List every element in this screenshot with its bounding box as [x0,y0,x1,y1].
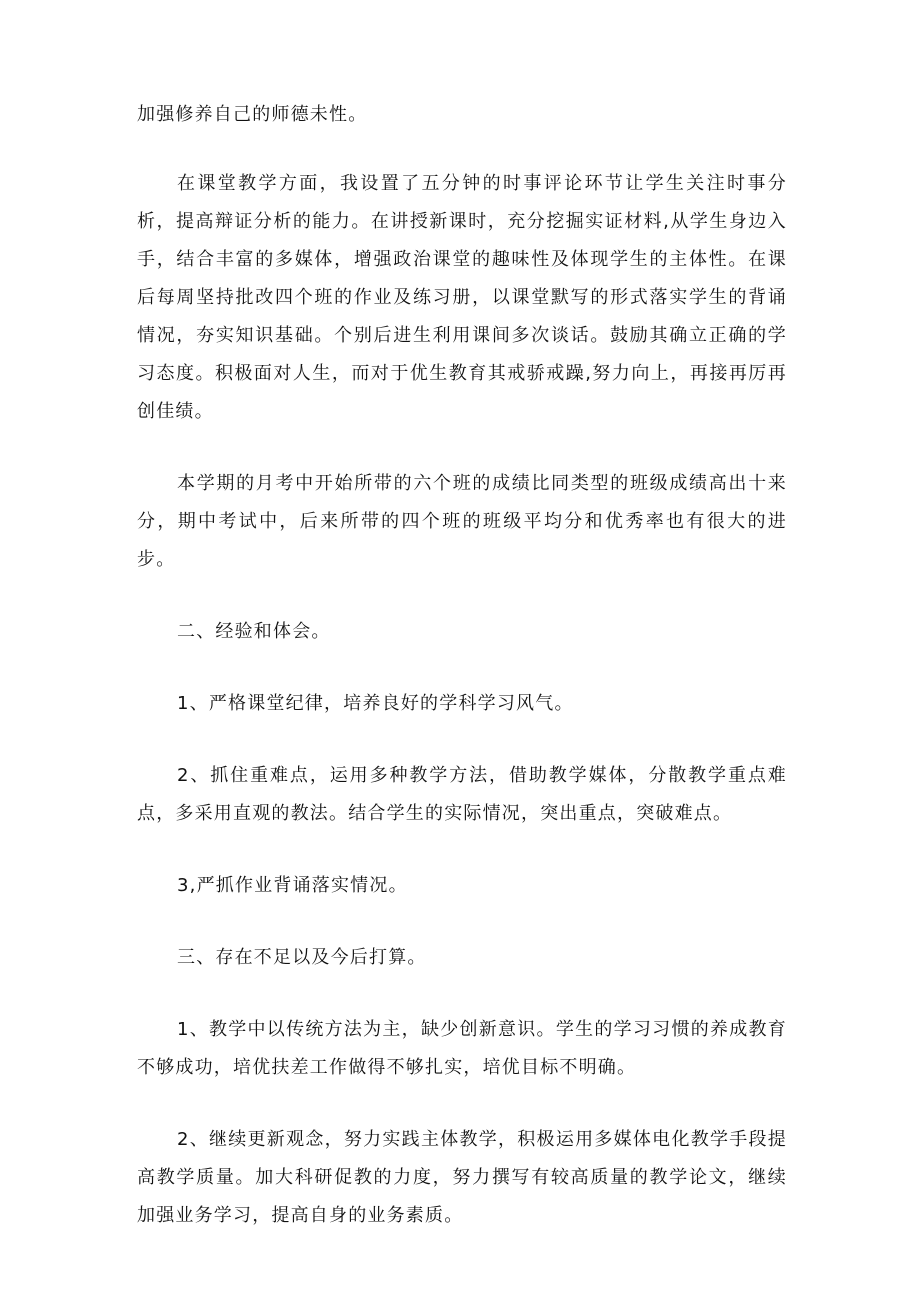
list-item-future-plans: 2、继续更新观念，努力实践主体教学，积极运用多媒体电化教学手段提高教学质量。加大科研促教的力度，努力撰写有较高质量的教学论文，继续加强业务学习，提高自身的业务素质。 [137,1129,787,1226]
paragraph-exam-results: 本学期的月考中开始所带的六个班的成绩比同类型的班级成绩高出十来分，期中考试中，后来所带的四个班的班级平均分和优秀率也有很大的进步。 [137,473,787,570]
section-heading-shortcomings: 三、存在不足以及今后打算。 [177,947,427,968]
list-item-traditional-methods: 1、教学中以传统方法为主，缺少创新意识。学生的学习习惯的养成教育不够成功，培优扶差工作做得不够扎实，培优目标不明确。 [137,1019,787,1078]
list-item-homework: 3,严抓作业背诵落实情况。 [177,875,408,896]
paragraph-classroom-teaching: 在课堂教学方面，我设置了五分钟的时事评论环节让学生关注时事分析，提高辩证分析的能力。在讲授新课时，充分挖掘实证材料,从学生身边入手，结合丰富的多媒体，增强政治课堂的趣味性及体现学生的主体性。在课后每周坚持批改四个班的作业及练习册，以课堂默写的形式落实学生的背诵情况，夯实知识基础。个别后进生利用课间多次谈话。鼓励其确立正确的学习态度。积极面对人生，而对于优生教育其戒骄戒躁,努力向上，再接再厉再创佳绩。 [137,173,787,422]
paragraph-continuation: 加强修养自己的师德未性。 [137,104,368,125]
list-item-key-points: 2、抓住重难点，运用多种教学方法，借助教学媒体，分散教学重点难点，多采用直观的教法。结合学生的实际情况，突出重点，突破难点。 [137,765,787,824]
document-body [137,96,787,1269]
list-item-discipline: 1、严格课堂纪律，培养良好的学科学习风气。 [177,693,574,714]
section-heading-experience: 二、经验和体会。 [177,621,331,642]
